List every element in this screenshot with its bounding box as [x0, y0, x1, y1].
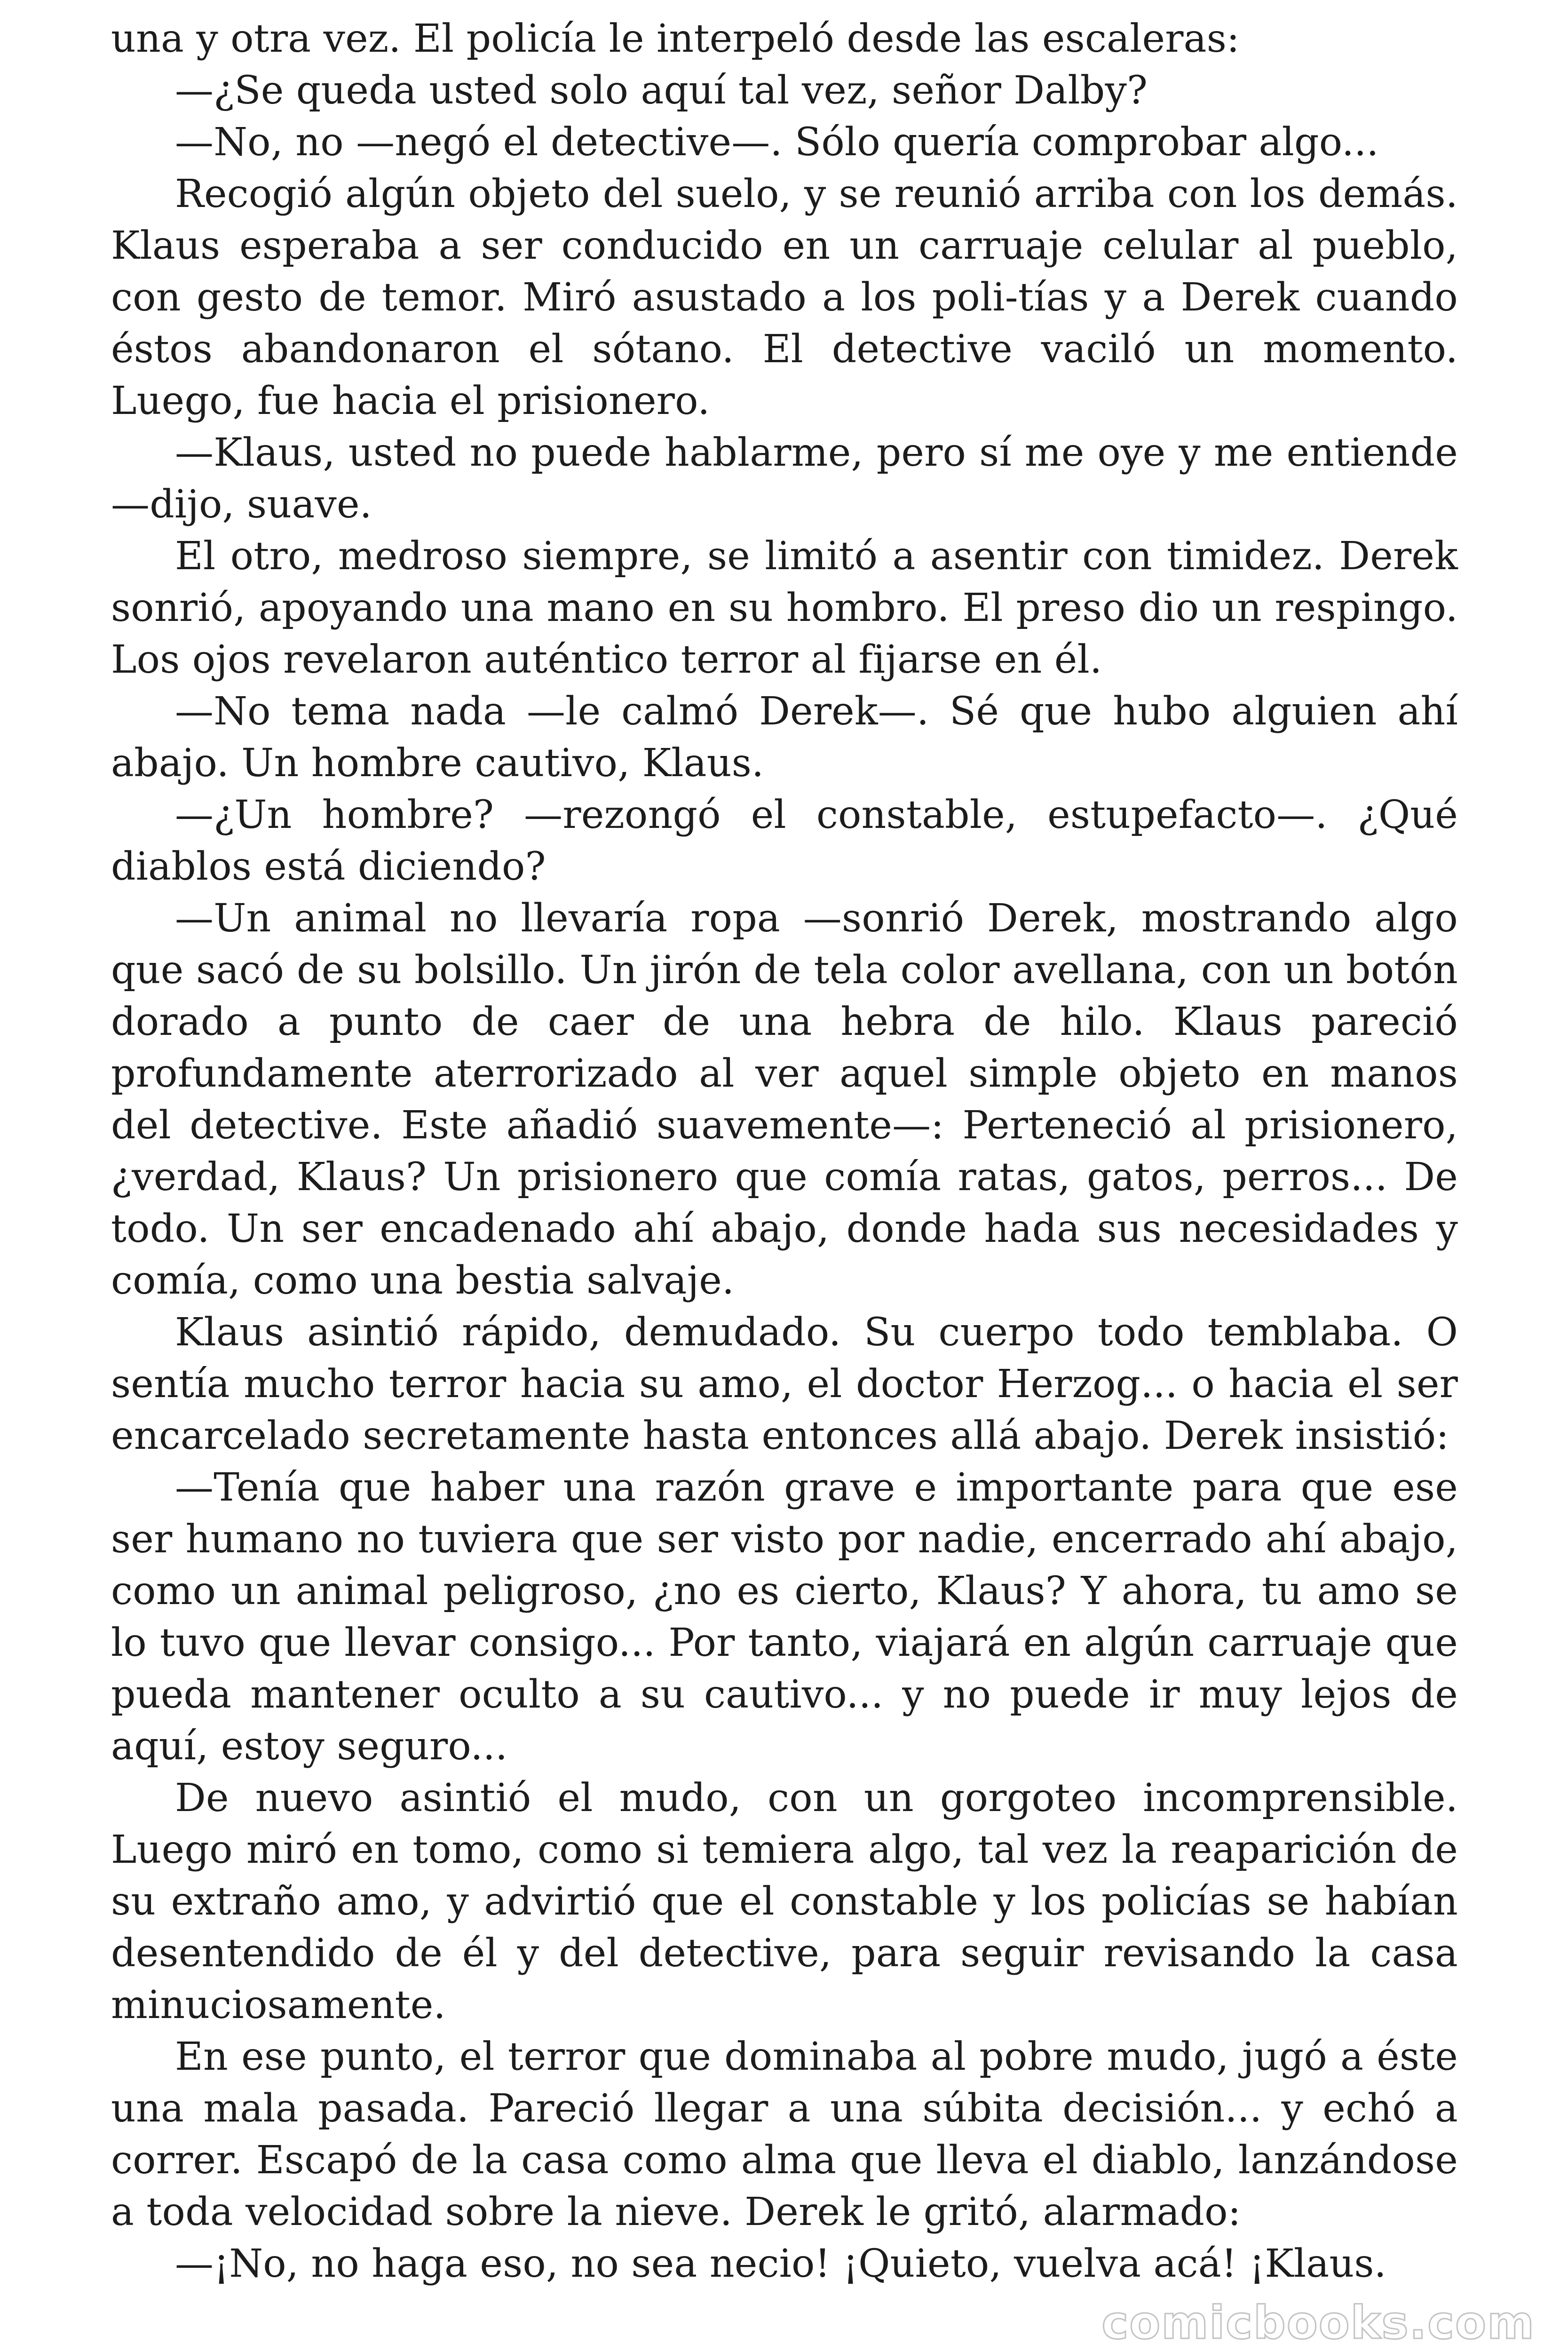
paragraph: Klaus asintió rápido, demudado. Su cuerpo todo temblaba. O sentía mucho terror hacia su amo, el doctor Herzog... o hacia el ser encarcelado secretamente hasta entonces allá abajo. Derek insistió: — [111, 1310, 1458, 1458]
paragraph: —¿Un hombre? —rezongó el constable, estupefacto—. ¿Qué diablos está diciendo? — [111, 793, 1458, 889]
paragraph: —¡No, no haga eso, no sea necio! ¡Quieto, vuelva acá! ¡Klaus. — [175, 2241, 1386, 2286]
paragraph: —No, no —negó el detective—. Sólo quería comprobar algo... — [175, 120, 1379, 165]
paragraph: El otro, medroso siempre, se limitó a asentir con timidez. Derek sonrió, apoyando una mano en su hombro. El preso dio un respingo. Los ojos revelaron auténtico terror al fijarse en él. — [111, 534, 1458, 682]
paragraph: —No tema nada —le calmó Derek—. Sé que hubo alguien ahí abajo. Un hombre cautivo, Klaus. — [111, 689, 1458, 786]
paragraph: —Klaus, usted no puede hablarme, pero sí me oye y me entiende —dijo, suave. — [111, 430, 1458, 527]
body-text — [111, 13, 1458, 2290]
paragraph: —Un animal no llevaría ropa —sonrió Derek, mostrando algo que sacó de su bolsillo. Un jirón de tela color avellana, con un botón dorado a punto de caer de una hebra de hilo. Klaus pareció profundamente aterrorizado al ver aquel simple objeto en manos del detective. Este añadió suavemente—: Perteneció al prisionero, ¿verdad, Klaus? Un prisionero que comía ratas, gatos, perros... De todo. Un ser encadenado ahí abajo, donde hada sus necesidades y comía, como una bestia salvaje. — [111, 896, 1458, 1303]
paragraph: Recogió algún objeto del suelo, y se reunió arriba con los demás. Klaus esperaba a ser conducido en un carruaje celular al pueblo, con gesto de temor. Miró asustado a los poli-tías y a Derek cuando éstos abandonaron el sótano. El detective vaciló un momento. Luego, fue hacia el prisionero. — [111, 172, 1458, 423]
watermark: comicbooks.com — [1101, 2296, 1535, 2349]
paragraph: —Tenía que haber una razón grave e importante para que ese ser humano no tuviera que ser visto por nadie, encerrado ahí abajo, como un animal peligroso, ¿no es cierto, Klaus? Y ahora, tu amo se lo tuvo que llevar consigo... Por tanto, viajará en algún carruaje que pueda mantener oculto a su cautivo... y no puede ir muy lejos de aquí, estoy seguro... — [111, 1465, 1458, 1769]
paragraph: —¿Se queda usted solo aquí tal vez, señor Dalby? — [175, 68, 1148, 113]
paragraph: En ese punto, el terror que dominaba al pobre mudo, jugó a éste una mala pasada. Pareció llegar a una súbita decisión... y echó a correr. Escapó de la casa como alma que lleva el diablo, lanzándose a toda velocidad sobre la nieve. Derek le gritó, alarmado: — [111, 2034, 1458, 2234]
paragraph: De nuevo asintió el mudo, con un gorgoteo incomprensible. Luego miró en tomo, como si temiera algo, tal vez la reaparición de su extraño amo, y advirtió que el constable y los policías se habían desentendido de él y del detective, para seguir revisando la casa minuciosamente. — [111, 1776, 1458, 2027]
paragraph: una y otra vez. El policía le interpeló desde las escaleras: — [111, 16, 1240, 61]
